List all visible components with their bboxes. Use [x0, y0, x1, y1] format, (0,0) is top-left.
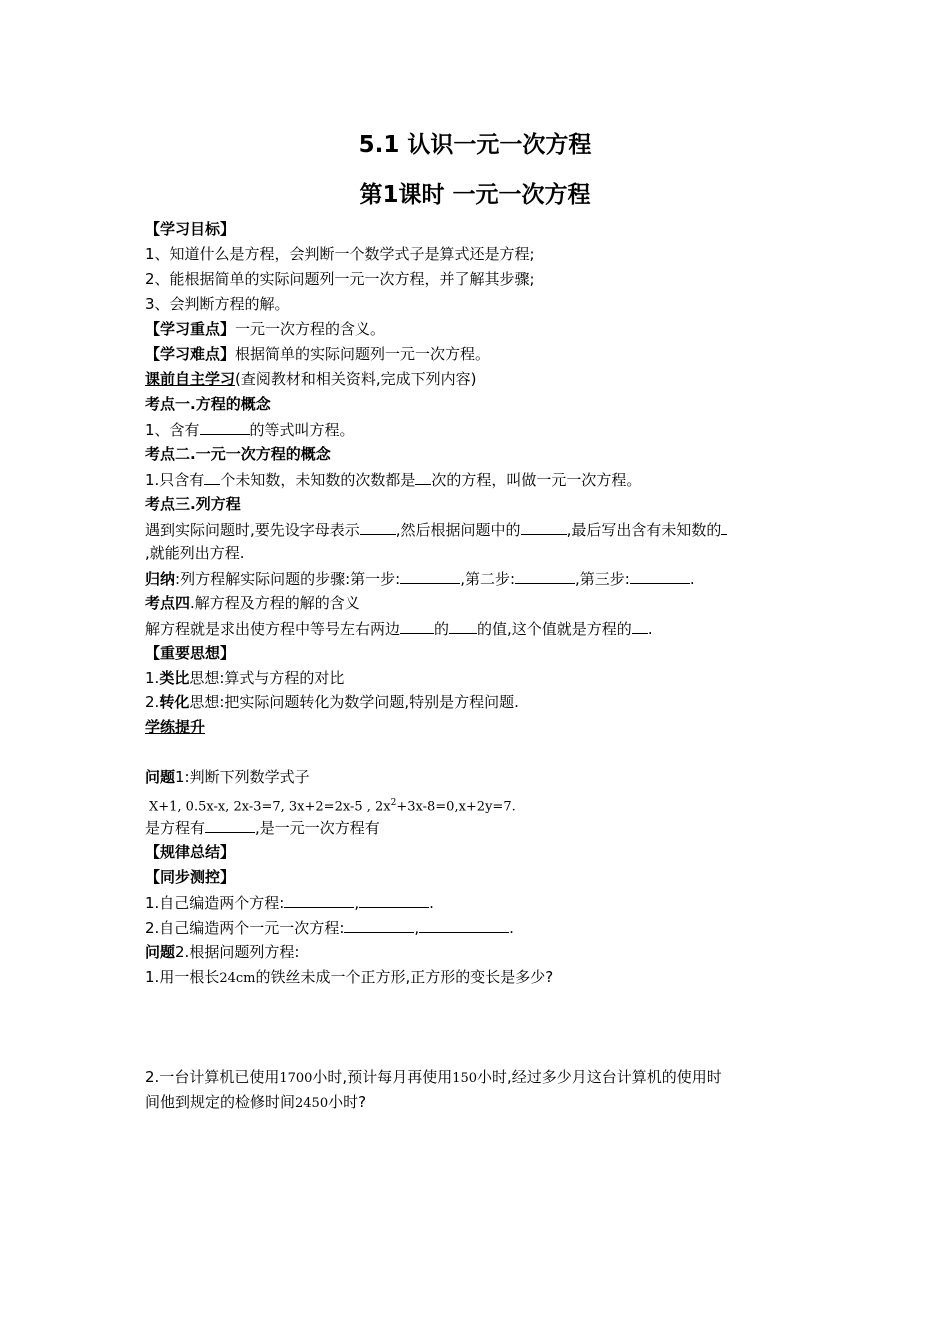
difficulty-label-post: 】 — [220, 345, 236, 363]
goal-item-2: 2、能根据简单的实际问题列一元一次方程，并了解其步骤; — [145, 270, 535, 288]
q2-problem-2-line-2 — [145, 1092, 810, 1114]
q2-p1-a: 用一根长 — [159, 968, 220, 986]
preview-heading: 课前自主学习 — [145, 370, 236, 388]
q1-expressions — [149, 793, 810, 817]
goals-heading: 【学习目标】 — [145, 220, 236, 238]
k4-c: 的值,这个值就是方程的 — [477, 620, 632, 638]
k3-blank-3 — [721, 519, 727, 535]
k3-blank-2 — [521, 519, 567, 535]
summary-blank-1 — [400, 568, 460, 584]
summary-line — [145, 568, 810, 589]
lesson-title: 5.1 认识一元一次方程 — [358, 132, 592, 158]
q2-p2-c: 小时,经过多少月这台计算机的使用时 — [477, 1068, 722, 1086]
q2-num: 2. — [175, 943, 190, 961]
idea-1 — [145, 668, 810, 688]
sync-1-end: . — [429, 894, 434, 912]
k4-blank-3 — [632, 618, 648, 634]
q2-text: 根据问题列方程: — [189, 943, 300, 961]
q1-answer-a: 是方程有 — [145, 819, 206, 837]
k2-c: 次的方程，叫做一元一次方程。 — [431, 471, 642, 489]
q2-p2-n2: 150 — [452, 1071, 478, 1086]
sync-1-blank-2 — [359, 892, 429, 908]
q2-p1-b: 的铁丝未成一个正方形,正方形的变长是多少? — [255, 968, 554, 986]
ideas-heading: 【重要思想】 — [145, 644, 236, 662]
q2-p1-length: 24cm — [219, 971, 256, 986]
k1-text — [145, 419, 810, 440]
k2-a: 1.只含有 — [145, 471, 205, 489]
q1-num: 1: — [175, 768, 190, 786]
summary-b: ,第二步: — [460, 570, 516, 588]
summary-d: . — [689, 570, 695, 588]
q1-text: 判断下列数学式子 — [189, 768, 310, 786]
sync-item-2 — [145, 917, 810, 938]
k4-heading-rest: .解方程及方程的解的含义 — [190, 594, 360, 612]
q1-exprs-a: X+1, 0.5x-x, 2x-3=7, 3x+2=2x-5 , 2x — [149, 799, 391, 815]
practice-heading: 学练提升 — [145, 718, 206, 736]
k4-a: 解方程就是求出使方程中等号左右两边 — [145, 620, 401, 638]
idea-1-bold: 类比 — [159, 669, 190, 687]
focus-line — [145, 319, 810, 339]
focus-label-pre: 【学习 — [145, 320, 191, 338]
sync-2-comma: , — [414, 919, 420, 937]
sync-2-end: . — [509, 919, 514, 937]
q2-problem-1 — [145, 967, 810, 989]
q1-blank — [205, 817, 255, 833]
q2-line — [145, 942, 810, 962]
summary-label: 归纳 — [145, 570, 176, 588]
sync-1-blank-1 — [284, 892, 354, 908]
preview-note: (查阅教材和相关资料,完成下列内容) — [235, 370, 477, 388]
summary-blank-2 — [515, 568, 575, 584]
summary-blank-3 — [630, 568, 690, 584]
k2-heading: 考点二.一元一次方程的概念 — [145, 445, 331, 463]
lesson-subtitle: 第1课时 一元一次方程 — [359, 182, 591, 208]
k3-text-2: ,就能列出方程. — [145, 544, 245, 562]
k4-heading-bold: 考点四 — [145, 594, 191, 612]
k3-a: 遇到实际问题时,要先设字母表示 — [145, 521, 360, 539]
idea-1-num: 1. — [145, 669, 160, 687]
sync-2-text: 2.自己编造两个一元一次方程: — [145, 919, 345, 937]
preview-line — [145, 369, 810, 389]
k4-heading — [145, 593, 810, 613]
focus-label-bold: 重点 — [190, 320, 221, 338]
q1-label: 问题 — [145, 768, 176, 786]
summary-a: :列方程解实际问题的步骤:第一步: — [175, 570, 401, 588]
idea-2-num: 2. — [145, 693, 160, 711]
sync-heading: 【同步测控】 — [145, 868, 236, 886]
q1-line — [145, 767, 810, 787]
sync-2-blank-1 — [344, 917, 414, 933]
k2-blank-1 — [204, 469, 220, 485]
k1-pre: 1、含有 — [145, 421, 200, 439]
q1-answer — [145, 817, 810, 838]
q2-p2-n1: 1700 — [279, 1071, 313, 1086]
goal-item-3: 3、会判断方程的解。 — [145, 295, 290, 313]
k2-blank-2 — [415, 469, 431, 485]
q2-label: 问题 — [145, 943, 176, 961]
difficulty-text: 根据简单的实际问题列一元一次方程。 — [235, 345, 491, 363]
focus-text: 一元一次方程的含义。 — [235, 320, 386, 338]
k4-blank-2 — [449, 618, 477, 634]
q2-p2-e: 小时? — [328, 1093, 367, 1111]
k3-c: ,最后写出含有未知数的 — [566, 521, 722, 539]
idea-2-bold: 转化 — [159, 693, 190, 711]
q2-p2-a: 一台计算机已使用 — [159, 1068, 280, 1086]
k3-b: ,然后根据问题中的 — [395, 521, 521, 539]
difficulty-line — [145, 344, 810, 364]
idea-1-text: 思想:算式与方程的对比 — [189, 669, 345, 687]
goal-item-1: 1、知道什么是方程，会判断一个数学式子是算式还是方程; — [145, 245, 535, 263]
q2-p2-num: 2. — [145, 1068, 160, 1086]
difficulty-label-pre: 【学习 — [145, 345, 191, 363]
k4-d: . — [647, 620, 653, 638]
k2-b: 个未知数，未知数的次数都是 — [220, 471, 416, 489]
rule-heading: 【规律总结】 — [145, 843, 236, 861]
q1-exprs-b: +3x-8=0,x+2y=7. — [396, 799, 516, 815]
k1-heading: 考点一.方程的概念 — [145, 395, 271, 413]
summary-c: ,第三步: — [575, 570, 630, 588]
sync-2-blank-2 — [419, 917, 509, 933]
q1-answer-b: ,是一元一次方程有 — [255, 819, 380, 837]
k3-blank-1 — [360, 519, 396, 535]
sync-item-1 — [145, 892, 810, 913]
sync-1-comma: , — [354, 894, 360, 912]
k3-heading: 考点三.列方程 — [145, 495, 241, 513]
q2-p2-d: 间他到规定的检修时间 — [145, 1093, 296, 1111]
q2-problem-2-line-1 — [145, 1067, 810, 1089]
k4-b: 的 — [434, 620, 450, 638]
sync-1-text: 1.自己编造两个方程: — [145, 894, 285, 912]
k4-text — [145, 618, 810, 639]
q1-exponent: 2 — [390, 798, 397, 808]
k3-text-1 — [145, 519, 810, 540]
idea-2 — [145, 692, 810, 712]
k4-blank-1 — [400, 618, 434, 634]
k2-text — [145, 469, 810, 490]
q2-p2-b: 小时,预计每月再使用 — [312, 1068, 453, 1086]
q2-p2-n3: 2450 — [295, 1096, 329, 1111]
idea-2-text: 思想:把实际问题转化为数学问题,特别是方程问题. — [189, 693, 519, 711]
k1-blank — [200, 419, 250, 435]
q2-p1-num: 1. — [145, 968, 160, 986]
difficulty-label-bold: 难点 — [190, 345, 221, 363]
focus-label-post: 】 — [220, 320, 236, 338]
k1-post: 的等式叫方程。 — [249, 421, 355, 439]
